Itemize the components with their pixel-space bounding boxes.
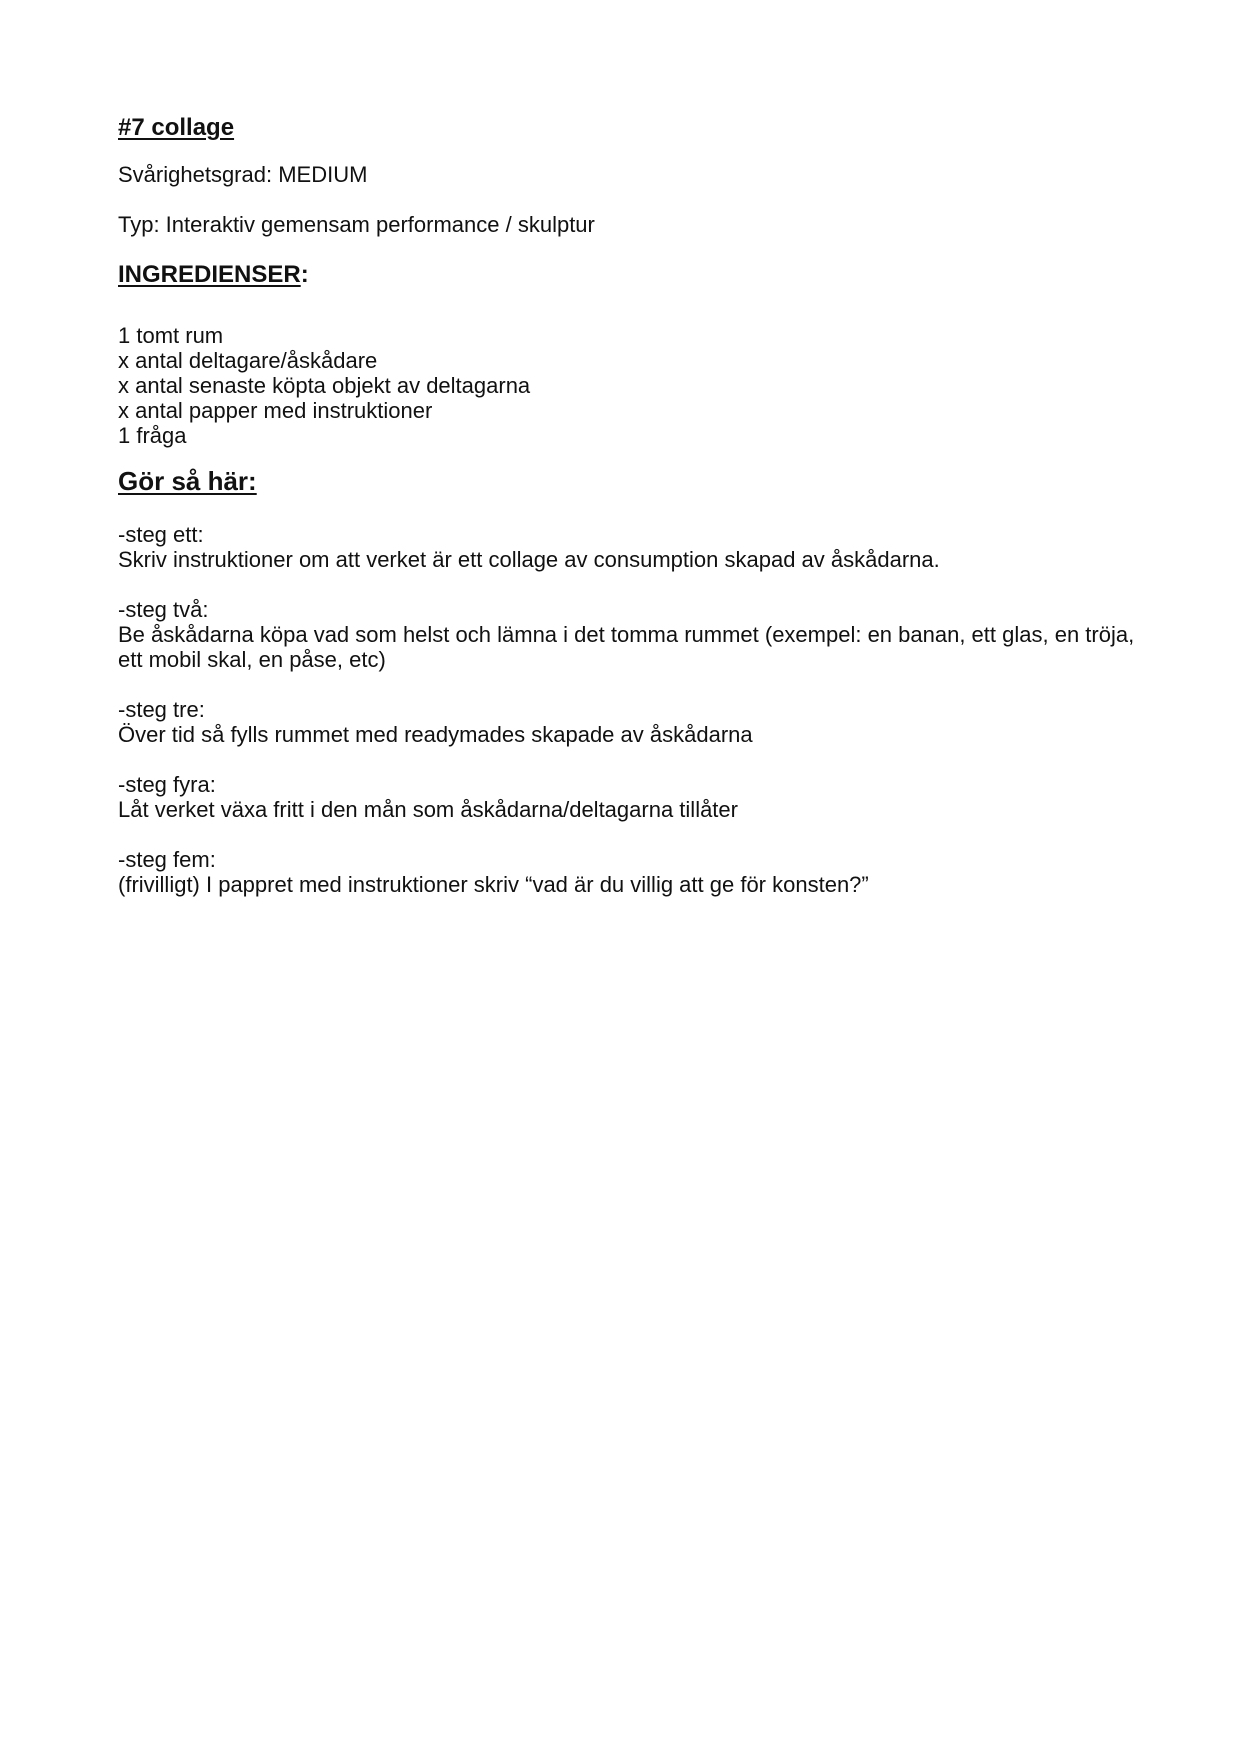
step-text: (frivilligt) I pappret med instruktioner skriv “vad är du villig att ge för konsten?” [118, 872, 869, 897]
ingredient-item: x antal senaste köpta objekt av deltagarna [118, 373, 531, 398]
ingredients-heading-colon: : [300, 261, 309, 288]
step-label: -steg två: [118, 597, 209, 622]
instructions-heading-text: Gör så här: [118, 466, 257, 496]
step-5 [118, 847, 1138, 897]
instructions-heading [118, 466, 1138, 496]
ingredient-item: x antal papper med instruktioner [118, 398, 433, 423]
ingredient-item: 1 tomt rum [118, 323, 224, 348]
ingredient-item: x antal deltagare/åskådare [118, 348, 378, 373]
step-text: Över tid så fylls rummet med readymades skapade av åskådarna [118, 722, 753, 747]
ingredient-item: 1 fråga [118, 423, 187, 448]
difficulty-line: Svårighetsgrad: MEDIUM [118, 162, 368, 187]
step-text: Skriv instruktioner om att verket är ett collage av consumption skapad av åskådarna. [118, 547, 940, 572]
step-1 [118, 522, 1138, 572]
step-label: -steg fyra: [118, 772, 216, 797]
step-3 [118, 697, 1138, 747]
document-title: #7 collage [118, 114, 235, 141]
document-content [118, 114, 1138, 922]
ingredient-list [118, 323, 1138, 448]
step-label: -steg tre: [118, 697, 205, 722]
step-text: Låt verket växa fritt i den mån som åskådarna/deltagarna tillåter [118, 797, 738, 822]
ingredients-heading-text: INGREDIENSER [118, 261, 301, 288]
step-text: Be åskådarna köpa vad som helst och lämna i det tomma rummet (exempel: en banan, ett glas, en tröja, ett mobil skal, en påse, etc) [118, 622, 1135, 672]
step-4 [118, 772, 1138, 822]
step-label: -steg ett: [118, 522, 204, 547]
step-label: -steg fem: [118, 847, 216, 872]
ingredients-heading [118, 261, 1138, 289]
step-2 [118, 597, 1138, 672]
type-line: Typ: Interaktiv gemensam performance / skulptur [118, 212, 595, 237]
